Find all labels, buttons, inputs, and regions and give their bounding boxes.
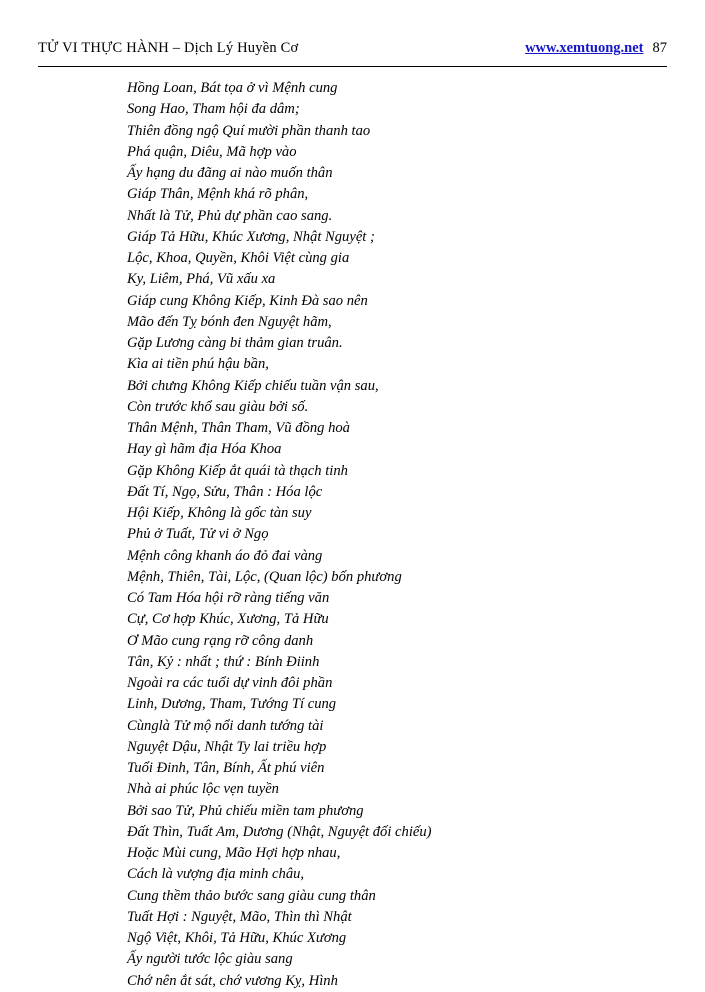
verse-line: Ấy người tước lộc giàu sang (127, 951, 293, 968)
verse-block (127, 78, 647, 992)
verse-line: Gặp Không Kiếp ắt quái tà thạch tinh (127, 462, 348, 479)
verse-line: Nhất là Tử, Phủ dự phần cao sang. (127, 207, 333, 224)
verse-line: Thiên đồng ngộ Quí mười phần thanh tao (127, 122, 371, 139)
verse-line: Tuất Hợi : Nguyệt, Mão, Thìn thì Nhật (127, 908, 352, 925)
verse-line: Đất Tí, Ngọ, Sửu, Thân : Hóa lộc (127, 483, 323, 500)
header-right-group (525, 40, 667, 57)
header-divider (38, 66, 667, 67)
verse-line: Lộc, Khoa, Quyền, Khôi Việt cùng gia (127, 250, 350, 266)
verse-line: Phủ ở Tuất, Tử vi ở Ngọ (127, 526, 269, 543)
verse-line: Ky, Liêm, Phá, Vũ xấu xa (127, 271, 276, 288)
verse-line: Tân, Kỷ : nhất ; thứ : Bính Điinh (127, 653, 320, 670)
verse-line: Cự, Cơ hợp Khúc, Xương, Tả Hữu (127, 611, 329, 628)
website-link[interactable]: www.xemtuong.net (525, 40, 644, 56)
verse-line: Nguyệt Dậu, Nhật Ty lai triều hợp (127, 738, 327, 755)
verse-line: Hoặc Mùi cung, Mão Hợi hợp nhau, (127, 845, 341, 861)
verse-line: Giáp cung Không Kiếp, Kinh Đà sao nên (127, 292, 368, 309)
verse-line: Bởi chưng Không Kiếp chiếu tuần vận sau, (127, 377, 379, 394)
verse-line: Đất Thìn, Tuất Am, Dương (Nhật, Nguyệt đối chiếu) (127, 823, 432, 840)
verse-line: Giáp Thân, Mệnh khá rõ phân, (127, 186, 309, 203)
verse-line: Ơ Mão cung rạng rỡ công danh (127, 632, 314, 649)
verse-line: Nhà ai phúc lộc vẹn tuyền (127, 781, 279, 798)
verse-line: Ngoài ra các tuổi dự vinh đôi phần (127, 675, 333, 691)
verse-line: Mệnh công khanh áo đỏ đai vàng (127, 547, 323, 564)
verse-line: Ngộ Việt, Khôi, Tả Hữu, Khúc Xương (127, 930, 347, 946)
verse-line: Cùnglà Tử mộ nổi danh tướng tài (127, 717, 324, 734)
verse-line: Còn trước khổ sau giàu bởi số. (127, 398, 309, 415)
verse-line: Kìa ai tiền phú hậu bần, (127, 356, 269, 373)
verse-line: Hay gì hãm địa Hóa Khoa (127, 441, 282, 458)
page-header (38, 40, 667, 57)
verse-line: Gặp Lương càng bi thảm gian truân. (127, 335, 343, 351)
verse-line: Linh, Dương, Tham, Tướng Tí cung (127, 696, 337, 713)
verse-line: Mệnh, Thiên, Tài, Lộc, (Quan lộc) bốn phương (127, 568, 402, 585)
header-title: TỬ VI THỰC HÀNH – Dịch Lý Huyền Cơ (38, 40, 299, 56)
verse-line: Tuổi Đinh, Tân, Bính, Ất phú viên (127, 760, 325, 776)
verse-line: Thân Mệnh, Thân Tham, Vũ đồng hoà (127, 420, 350, 436)
verse-line: Cung thềm thảo bước sang giàu cung thân (127, 887, 376, 904)
verse-line: Có Tam Hóa hội rỡ ràng tiếng văn (127, 590, 330, 606)
verse-line: Giáp Tả Hữu, Khúc Xương, Nhật Nguyệt ; (127, 228, 375, 245)
verse-line: Ấy hạng du đãng ai nào muốn thân (127, 165, 333, 181)
verse-line: Chớ nên ắt sát, chớ vương Kỵ, Hình (127, 972, 338, 989)
page-number: 87 (652, 40, 667, 56)
verse-line: Cách là vượng địa minh châu, (127, 866, 305, 883)
verse-line: Song Hao, Tham hội đa dâm; (127, 101, 300, 118)
verse-line: Phá quận, Diêu, Mã hợp vào (127, 143, 297, 160)
verse-line: Mão đến Tỵ bónh đen Nguyệt hãm, (127, 313, 332, 330)
verse-line: Bởi sao Tử, Phủ chiếu miền tam phương (127, 802, 364, 819)
verse-line: Hồng Loan, Bát tọa ở vì Mệnh cung (127, 80, 338, 96)
verse-line: Hội Kiếp, Không là gốc tàn suy (127, 505, 312, 521)
